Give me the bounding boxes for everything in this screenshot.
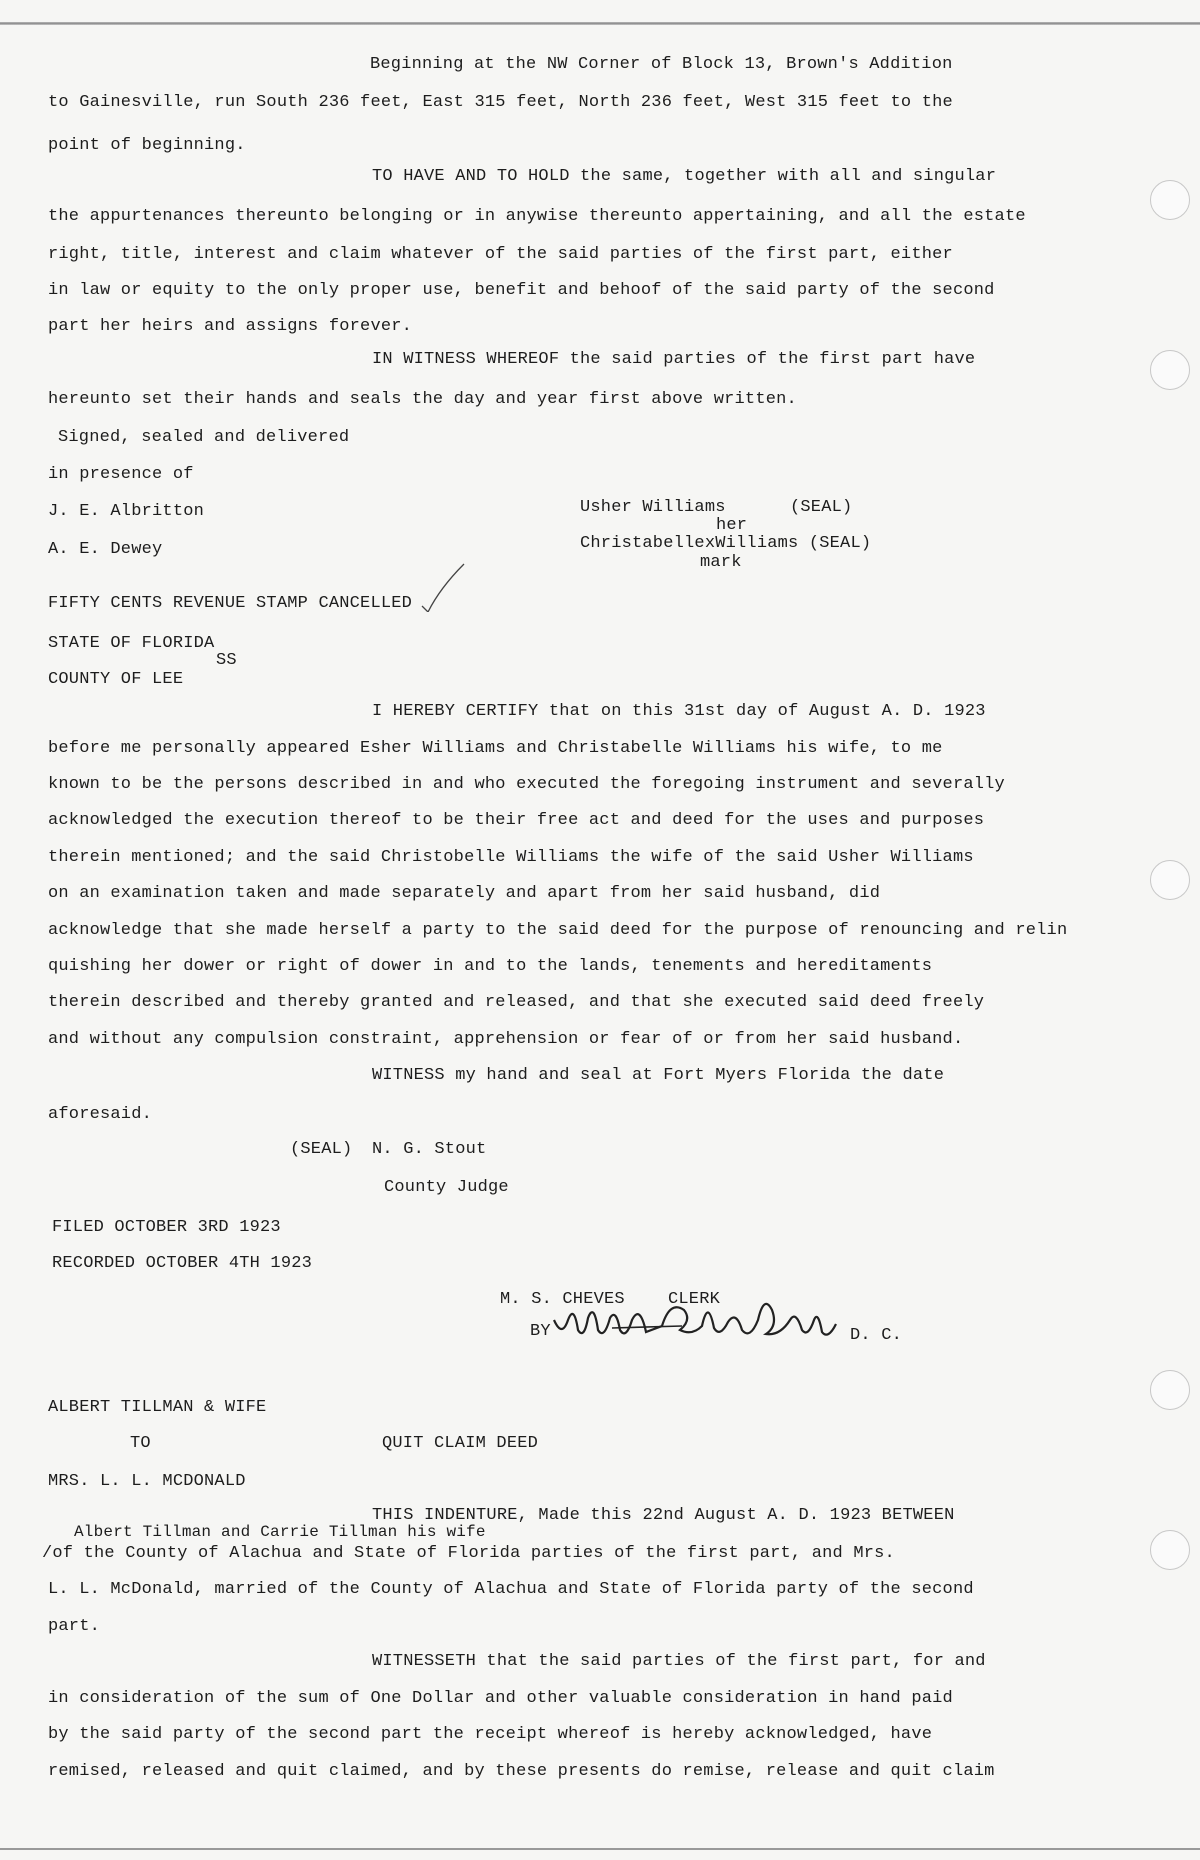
text-line: Signed, sealed and delivered (58, 428, 350, 447)
text-line: WITNESSETH that the said parties of the first part, for and (372, 1652, 986, 1671)
deed-type-heading: QUIT CLAIM DEED (382, 1434, 539, 1453)
bottom-rule (0, 1848, 1200, 1850)
binder-hole (1150, 1370, 1190, 1410)
judge-seal: (SEAL) (290, 1140, 353, 1159)
text-line: to Gainesville, run South 236 feet, East 315 feet, North 236 feet, West 315 feet to the (48, 93, 953, 112)
witness-name: A. E. Dewey (48, 540, 163, 559)
recorded-date: RECORDED OCTOBER 4TH 1923 (52, 1254, 313, 1273)
binder-hole (1150, 860, 1190, 900)
signatory-name: Usher Williams (580, 498, 726, 517)
revenue-stamp-note: FIFTY CENTS REVENUE STAMP CANCELLED (48, 594, 413, 613)
grantor-heading: ALBERT TILLMAN & WIFE (48, 1398, 267, 1417)
text-line: part her heirs and assigns forever. (48, 317, 413, 336)
venue-ss: SS (216, 651, 237, 670)
text-line: TO HAVE AND TO HOLD the same, together with all and singular (372, 167, 997, 186)
signatory-mark: mark (700, 553, 742, 572)
text-line: IN WITNESS WHEREOF the said parties of the first part have (372, 350, 976, 369)
text-line: in consideration of the sum of One Dollar and other valuable consideration in hand paid (48, 1689, 953, 1708)
text-line: in law or equity to the only proper use, benefit and behoof of the said party of the second (48, 281, 995, 300)
text-line: Beginning at the NW Corner of Block 13, Brown's Addition (370, 55, 953, 74)
signatory-mark-her: her (716, 516, 748, 535)
text-line: WITNESS my hand and seal at Fort Myers Florida the date (372, 1066, 945, 1085)
text-line: before me personally appeared Esher Williams and Christabelle Williams his wife, to me (48, 739, 943, 758)
text-line: right, title, interest and claim whatever of the said parties of the first part, either (48, 245, 953, 264)
text-line: THIS INDENTURE, Made this 22nd August A. D. 1923 BETWEEN (372, 1506, 955, 1525)
text-line: quishing her dower or right of dower in and to the lands, tenements and hereditaments (48, 957, 933, 976)
venue-state: STATE OF FLORIDA (48, 634, 215, 653)
text-line: hereunto set their hands and seals the day and year first above written. (48, 390, 797, 409)
dc-label: D. C. (850, 1326, 903, 1345)
top-rule (0, 22, 1200, 25)
seal-mark: (SEAL) (790, 498, 853, 517)
text-line: L. L. McDonald, married of the County of Alachua and State of Florida party of the second (48, 1580, 974, 1599)
clerk-name: M. S. CHEVES (500, 1290, 625, 1309)
text-line: known to be the persons described in and who executed the foregoing instrument and severally (48, 775, 1005, 794)
witness-name: J. E. Albritton (48, 502, 205, 521)
text-line: and without any compulsion constraint, apprehension or fear of or from her said husband. (48, 1030, 964, 1049)
deputy-clerk-signature (552, 1290, 852, 1350)
text-line: /of the County of Alachua and State of Florida parties of the first part, and Mrs. (42, 1544, 895, 1563)
text-line: I HEREBY CERTIFY that on this 31st day of August A. D. 1923 (372, 702, 986, 721)
text-line: point of beginning. (48, 136, 246, 155)
by-label: BY (530, 1322, 551, 1341)
text-line: the appurtenances thereunto belonging or in anywise thereunto appertaining, and all the estate (48, 207, 1026, 226)
text-line: on an examination taken and made separately and apart from her said husband, did (48, 884, 881, 903)
to-label: TO (130, 1434, 151, 1453)
text-line: remised, released and quit claimed, and by these presents do remise, release and quit claim (48, 1762, 995, 1781)
text-line: therein described and thereby granted and released, and that she executed said deed freely (48, 993, 985, 1012)
text-line: in presence of (48, 465, 194, 484)
judge-title: County Judge (384, 1178, 509, 1197)
check-mark-icon (418, 562, 468, 612)
filed-date: FILED OCTOBER 3RD 1923 (52, 1218, 281, 1237)
binder-hole (1150, 180, 1190, 220)
text-line: therein mentioned; and the said Christobelle Williams the wife of the said Usher Williams (48, 848, 974, 867)
grantee-heading: MRS. L. L. MCDONALD (48, 1472, 246, 1491)
text-line: by the said party of the second part the receipt whereof is hereby acknowledged, have (48, 1725, 933, 1744)
signatory-name: ChristabellexWilliams (SEAL) (580, 534, 872, 553)
text-line: part. (48, 1617, 101, 1636)
text-line: acknowledge that she made herself a party to the said deed for the purpose of renouncing and relin (48, 921, 1068, 940)
text-line: acknowledged the execution thereof to be their free act and deed for the uses and purposes (48, 811, 985, 830)
binder-hole (1150, 1530, 1190, 1570)
text-line: aforesaid. (48, 1105, 153, 1124)
clerk-title: CLERK (668, 1290, 721, 1309)
venue-county: COUNTY OF LEE (48, 670, 184, 689)
binder-hole (1150, 350, 1190, 390)
text-line-insert: Albert Tillman and Carrie Tillman his wife (74, 1523, 486, 1541)
judge-name: N. G. Stout (372, 1140, 487, 1159)
